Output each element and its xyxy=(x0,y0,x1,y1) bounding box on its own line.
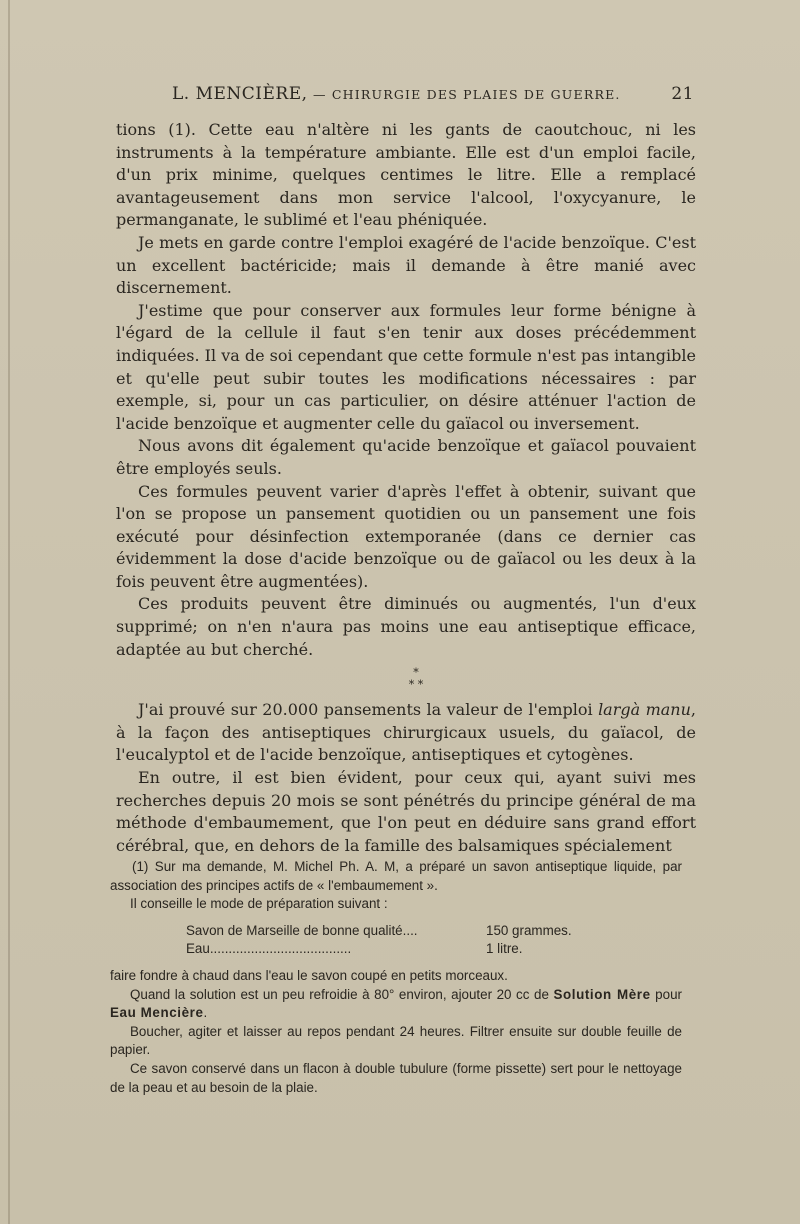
footnote-text: (1) Sur ma demande, M. Michel Ph. A. M, a préparé un savon antiseptique liquide, par association des principes actifs de « l'embaumement ». xyxy=(110,859,682,893)
main-text xyxy=(116,119,696,857)
asterism-top: * xyxy=(413,666,419,680)
header-author: L. MENCIÈRE, xyxy=(172,84,308,104)
footnote xyxy=(110,858,682,1097)
footnote-text: Boucher, agiter et laisser au repos pendant 24 heures. Filtrer ensuite sur double feuille de papier. xyxy=(110,1023,682,1058)
bold-term: Solution Mère xyxy=(553,986,651,1002)
header-title: — CHIRURGIE DES PLAIES DE GUERRE. xyxy=(313,87,621,102)
text-run: . xyxy=(203,1005,208,1021)
paragraph: En outre, il est bien évident, pour ceux qui, ayant suivi mes recherches depuis 20 mois se sont pénétrés du principe général de ma méthode d'embaumement, que l'on peut en déduire sans grand effort cérébral, que, en dehors de la famille des balsamiques spécialement xyxy=(116,768,696,855)
asterism-bottom: * * xyxy=(408,678,424,692)
footnote-text: Il conseille le mode de préparation suivant : xyxy=(130,896,388,912)
paragraph: Ces produits peuvent être diminués ou augmentés, l'un d'eux supprimé; on n'en n'aura pas moins une eau antiseptique efficace, adaptée au but cherché. xyxy=(116,594,696,659)
italic-phrase: largà manu xyxy=(598,700,691,720)
footnote-text xyxy=(110,986,682,1023)
binding-edge xyxy=(8,0,10,1224)
text-run: , à la façon des antiseptiques chirurgicaux usuels, du gaïacol, de l'eucalyptol et de l'acide benzoïque, antiseptiques et cytogènes. xyxy=(116,700,697,765)
footnote-text: Ce savon conservé dans un flacon à double tubulure (forme pissette) sert pour le nettoyage de la peau et au besoin de la plaie. xyxy=(110,1060,682,1095)
recipe-quantity: 150 grammes. xyxy=(486,922,572,938)
recipe-item: Eau...................................... xyxy=(186,941,352,957)
recipe-list xyxy=(110,922,682,959)
recipe-row xyxy=(110,940,682,959)
recipe-quantity: 1 litre. xyxy=(486,941,523,957)
page-number: 21 xyxy=(671,84,694,104)
text-run: Quand la solution est un peu refroidie à 80° environ, ajouter 20 cc de xyxy=(130,986,554,1002)
footnote-text: faire fondre à chaud dans l'eau le savon coupé en petits morceaux. xyxy=(110,967,508,983)
section-asterism xyxy=(116,667,696,691)
paragraph xyxy=(116,699,696,767)
paragraph: tions (1). Cette eau n'altère ni les gants de caoutchouc, ni les instruments à la température ambiante. Elle est d'un emploi facile, d'un prix minime, quelques centimes le litre. Elle a remplacé avantageusement dans mon service l'alcool, l'oxycyanure, le permanganate, le sublimé et l'eau phéniquée. xyxy=(116,120,696,230)
running-header xyxy=(158,84,694,110)
bold-term: Eau Mencière xyxy=(110,1005,204,1021)
paragraph: Ces formules peuvent varier d'après l'effet à obtenir, suivant que l'on se propose un pansement quotidien ou un pansement une fois exécuté pour désinfection extemporanée (dans ce dernier cas évidemment la dose d'acide benzoïque ou de gaïacol ou les deux à la fois peuvent être augmentées). xyxy=(116,481,696,591)
paragraph: J'estime que pour conserver aux formules leur forme bénigne à l'égard de la cellule il faut s'en tenir aux doses précédemment indiquées. Il va de soi cependant que cette formule n'est pas intangible et qu'elle peut subir toutes les modifications nécessaires : par exemple, si, pour un cas particulier, on désire atténuer l'action de l'acide benzoïque et augmenter celle du gaïacol ou inversement. xyxy=(116,300,696,433)
text-run: J'ai prouvé sur 20.000 pansements la valeur de l'emploi xyxy=(138,700,599,720)
recipe-item: Savon de Marseille de bonne qualité.... xyxy=(186,922,418,938)
recipe-row xyxy=(110,922,682,941)
text-run: pour xyxy=(650,986,682,1002)
paragraph: Je mets en garde contre l'emploi exagéré de l'acide benzoïque. C'est un excellent bactéricide; mais il demande à être manié avec discernement. xyxy=(116,232,696,298)
paragraph: Nous avons dit également qu'acide benzoïque et gaïacol pouvaient être employés seuls. xyxy=(116,436,696,478)
